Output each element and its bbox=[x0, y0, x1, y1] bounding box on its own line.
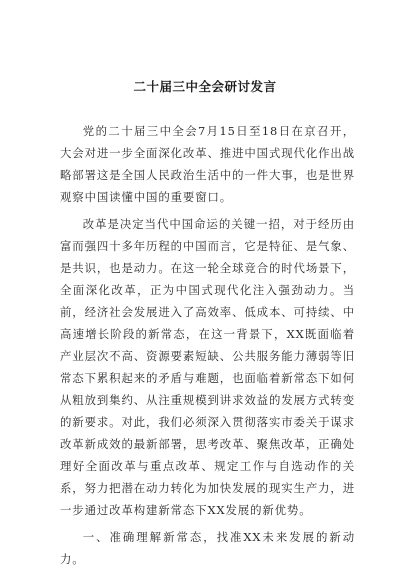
document-title: 二十届三中全会研讨发言 bbox=[133, 79, 277, 94]
section-heading-one: 一、准确理解新常态，找准XX未来发展的新动力。 bbox=[60, 530, 355, 566]
paragraph-intro: 党的二十届三中全会7月15日至18日在京召开，大会对进一步全面深化改革、推进中国式现代化作出战略部署这是全国人民政治生活中的一件大事，也是世界观察中国读懂中国的重要窗口。 bbox=[60, 124, 355, 204]
document-body bbox=[60, 120, 355, 575]
paragraph-reform: 改革是决定当代中国命运的关键一招，对于经历由富而强四十多年历程的中国而言，它是特征、是气象、是共识，也是动力。在这一轮全球竞合的时代场景下，全面深化改革，正为中国式现代化注入强劲动力。当前，经济社会发展进入了高效率、低成本、可持续、中高速增长阶段的新常态，在这一背景下，XX既面临着产业层次不高、资源要素短缺、公共服务能力薄弱等旧常态下累积起来的矛盾与难题，也面临着新常态下如何从粗放到集约、从注重规模到讲求效益的发展方式转变的新要求。对此，我们必须深入贯彻落实市委关于谋求改革新成效的最新部署，思考改革、聚焦改革，正确处理好全面改革与重点改革、规定工作与自选动作的关系，努力把潜在动力转化为加快发展的现实生产力，进一步通过改革构建新常态下XX发展的新优势。 bbox=[60, 217, 355, 517]
